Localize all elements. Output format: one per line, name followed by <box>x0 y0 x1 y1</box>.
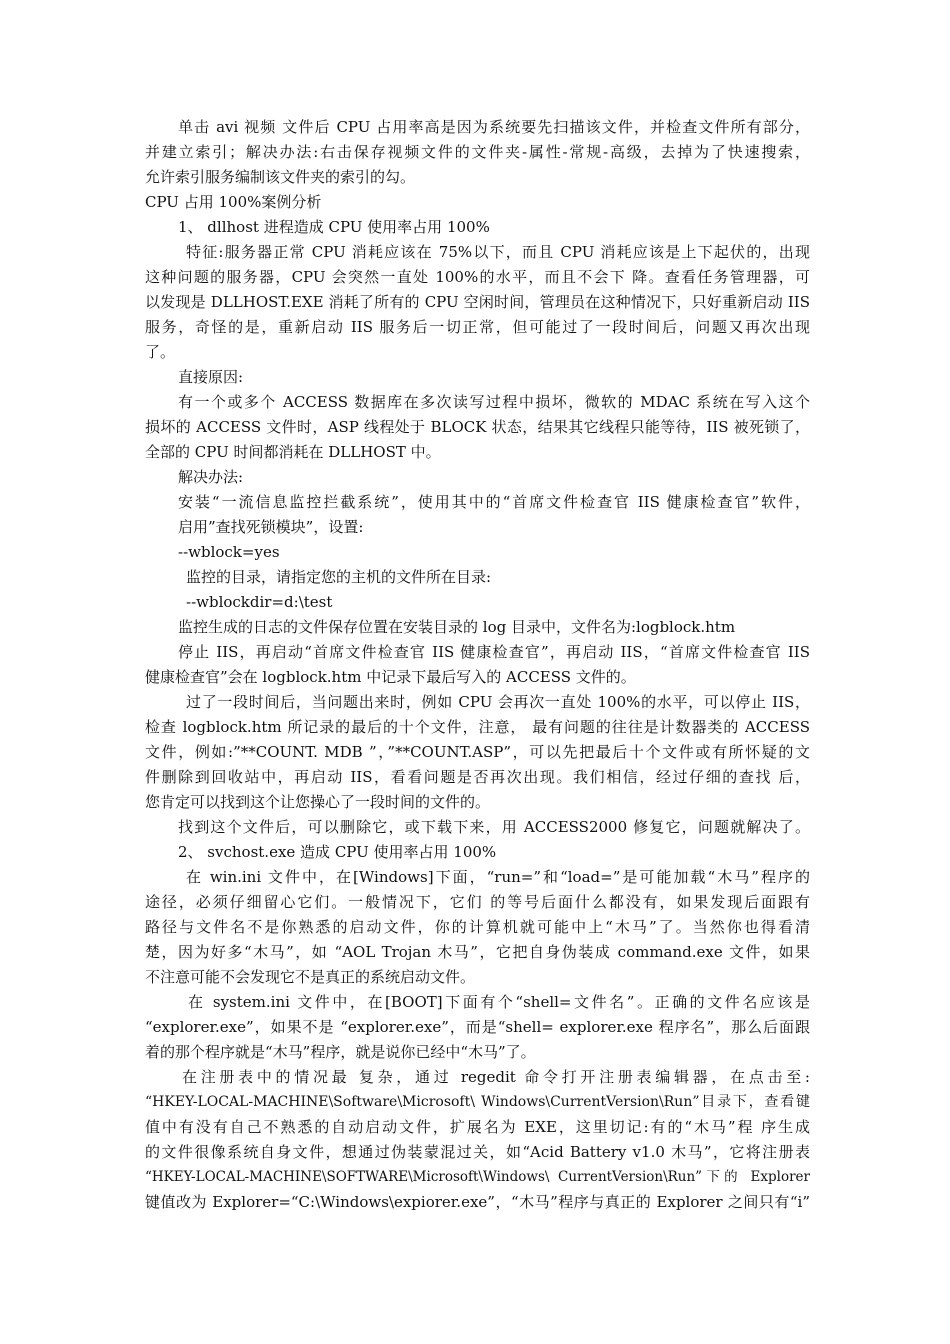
text-line: 件删除到回收站中，再启动 IIS，看看问题是否再次出现。我们相信，经过仔细的查找 后， <box>145 768 810 786</box>
text-line: 健康检查官”会在 logblock.htm 中记录下最后写入的 ACCESS 文件的。 <box>145 668 636 686</box>
text-line: 过了一段时间后，当问题出来时，例如 CPU 会再次一直处 100%的水平，可以停止 IIS， <box>186 693 810 711</box>
text-line: 单击 avi 视频 文件后 CPU 占用率高是因为系统要先扫描该文件，并检查文件所有部分， <box>178 118 810 136</box>
text-line: 文件，例如:”**COUNT. MDB ”，”**COUNT.ASP”，可以先把最后十个文件或有所怀疑的文 <box>145 743 810 761</box>
text-line: 楚，因为好多“木马”，如 “AOL Trojan 木马”，它把自身伪装成 command.exe 文件，如果 <box>145 943 810 961</box>
text-line: 键值改为 Explorer=“C:\Windows\expiorer.exe”，“木马”程序与真正的 Explorer 之间只有“i” <box>145 1193 810 1211</box>
text-line: 解决办法: <box>178 468 244 486</box>
text-line: 以发现是 DLLHOST.EXE 消耗了所有的 CPU 空闲时间，管理员在这种情况下，只好重新启动 IIS <box>145 293 810 311</box>
text-line: 特征:服务器正常 CPU 消耗应该在 75%以下，而且 CPU 消耗应该是上下起伏的，出现 <box>186 243 810 261</box>
text-line: 损坏的 ACCESS 文件时，ASP 线程处于 BLOCK 状态，结果其它线程只能等待，IIS 被死锁了， <box>145 418 810 436</box>
text-line: 了。 <box>145 343 176 361</box>
text-line: 值中有没有自己不熟悉的自动启动文件，扩展名为 EXE，这里切记:有的“木马”程 序生成 <box>145 1118 810 1136</box>
text-line: 服务，奇怪的是，重新启动 IIS 服务后一切正常，但可能过了一段时间后，问题又再次出现 <box>145 318 810 336</box>
text-line: 停止 IIS，再启动“首席文件检查官 IIS 健康检查官”，再启动 IIS，“首席文件检查官 IIS <box>178 643 810 661</box>
text-line: “HKEY-LOCAL-MACHINE\SOFTWARE\Microsoft\Windows\ CurrentVersion\Run”下的 Explorer <box>145 1169 810 1185</box>
text-line: 有一个或多个 ACCESS 数据库在多次读写过程中损坏，微软的 MDAC 系统在写入这个 <box>178 393 810 411</box>
section-heading: 1、 dllhost 进程造成 CPU 使用率占用 100% <box>178 218 490 236</box>
section-heading: CPU 占用 100%案例分析 <box>145 193 322 211</box>
text-line: 并建立索引；解决办法:右击保存视频文件的文件夹-属性-常规-高级，去掉为了快速搜索， <box>145 143 810 161</box>
section-heading: 2、 svchost.exe 造成 CPU 使用率占用 100% <box>178 843 497 861</box>
text-line: 直接原因: <box>178 368 244 386</box>
text-line: 安装“一流信息监控拦截系统”，使用其中的“首席文件检查官 IIS 健康检查官”软件， <box>178 493 810 511</box>
text-line: 这种问题的服务器，CPU 会突然一直处 100%的水平，而且不会下 降。查看任务管理器，可 <box>145 268 810 286</box>
text-line: 在 system.ini 文件中，在[BOOT]下面有个“shell=文件名”。正确的文件名应该是 <box>188 993 810 1011</box>
text-line: 允许索引服务编制该文件夹的索引的勾。 <box>145 168 416 186</box>
text-line: 监控的目录，请指定您的主机的文件所在目录: <box>186 568 492 586</box>
text-line: 不注意可能不会发现它不是真正的系统启动文件。 <box>145 968 476 986</box>
text-line: 找到这个文件后，可以删除它，或下载下来，用 ACCESS2000 修复它，问题就解决了。 <box>178 818 810 836</box>
text-line: “HKEY-LOCAL-MACHINE\Software\Microsoft\ Windows\CurrentVersion\Run”目录下，查看键 <box>145 1094 810 1110</box>
text-line: 检查 logblock.htm 所记录的最后的十个文件，注意， 最有问题的往往是计数器类的 ACCESS <box>145 718 810 736</box>
text-line: 途径，必须仔细留心它们。一般情况下，它们 的等号后面什么都没有，如果发现后面跟有 <box>145 893 810 911</box>
text-line: 着的那个程序就是“木马”程序，就是说你已经中“木马”了。 <box>145 1043 536 1061</box>
text-line: --wblock=yes <box>178 543 280 561</box>
text-line: 在注册表中的情况最 复杂，通过 regedit 命令打开注册表编辑器，在点击至: <box>182 1068 810 1086</box>
text-line: “explorer.exe”，如果不是 “explorer.exe”，而是“shell= explorer.exe 程序名”，那么后面跟 <box>145 1018 810 1036</box>
text-line: 在 win.ini 文件中，在[Windows]下面，“run=”和“load=”是可能加载“木马”程序的 <box>186 868 810 886</box>
text-line: 全部的 CPU 时间都消耗在 DLLHOST 中。 <box>145 443 441 461</box>
text-line: 的文件很像系统自身文件，想通过伪装蒙混过关，如“Acid Battery v1.0 木马”，它将注册表 <box>145 1143 810 1161</box>
text-line: 启用”查找死锁模块”，设置: <box>178 518 364 536</box>
text-line: --wblockdir=d:\test <box>186 593 333 611</box>
text-line: 监控生成的日志的文件保存位置在安装目录的 log 目录中，文件名为:logblock.htm <box>178 618 736 636</box>
text-line: 您肯定可以找到这个让您操心了一段时间的文件的。 <box>145 793 491 811</box>
text-line: 路径与文件名不是你熟悉的启动文件，你的计算机就可能中上“木马”了。当然你也得看清 <box>145 918 810 936</box>
